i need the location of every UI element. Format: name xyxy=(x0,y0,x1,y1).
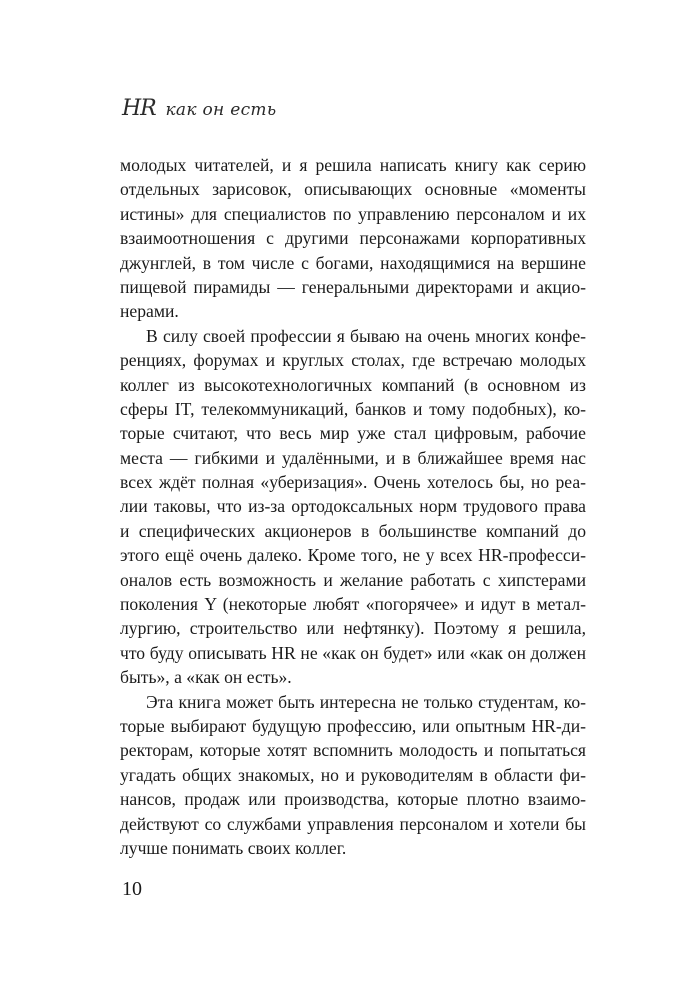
text-line: отдельных зарисовок, описывающих основные «моменты xyxy=(120,179,586,200)
text-line: джунглей, в том числе с богами, находящимися на вершине xyxy=(120,252,586,273)
running-head xyxy=(122,96,276,121)
text-line: нерами. xyxy=(120,301,179,322)
text-line: действуют со службами управления персоналом и хотели бы xyxy=(120,813,586,834)
text-line: этого ещё очень далеко. Кроме того, не у всех HR-професси- xyxy=(120,545,586,566)
text-line: что буду описывать HR не «как он будет» или «как он должен xyxy=(120,642,586,663)
text-line: оналов есть возможность и желание работать с хипстерами xyxy=(120,569,586,590)
body-text xyxy=(120,153,586,860)
paragraph-2 xyxy=(120,324,586,690)
text-line: Эта книга может быть интересна не только студентам, ко- xyxy=(146,691,586,712)
text-line: нансов, продаж или производства, которые плотно взаимо- xyxy=(120,789,586,810)
text-line: торые считают, что весь мир уже стал цифровым, рабочие xyxy=(120,423,586,444)
paragraph-1 xyxy=(120,153,586,324)
text-line: ренциях, форумах и круглых столах, где встречаю молодых xyxy=(120,350,586,371)
text-line: быть», а «как он есть». xyxy=(120,667,292,688)
paragraph-3 xyxy=(120,690,586,861)
text-line: истины» для специалистов по управлению персоналом и их xyxy=(120,203,586,224)
text-line: лии таковы, что из-за ортодоксальных норм трудового права xyxy=(120,496,586,517)
text-line: торые выбирают будущую профессию, или опытным HR-ди- xyxy=(120,715,586,736)
text-line: коллег из высокотехнологичных компаний (в основном из xyxy=(120,374,586,395)
text-line: В силу своей профессии я бываю на очень многих конфе- xyxy=(146,325,586,346)
running-head-hr: HR xyxy=(122,96,156,121)
text-line: угадать общих знакомых, но и руководителям в области фи- xyxy=(120,764,586,785)
page-number: 10 xyxy=(122,878,142,900)
text-line: сферы IT, телекоммуникаций, банков и тому подобных), ко- xyxy=(120,398,586,419)
running-head-title: как он есть xyxy=(165,100,277,120)
text-line: ректорам, которые хотят вспомнить молодость и попытаться xyxy=(120,740,586,761)
text-line: поколения Y (некоторые любят «погорячее» и идут в метал- xyxy=(120,594,586,615)
text-line: и специфических акционеров в большинстве компаний до xyxy=(120,520,586,541)
text-line: взаимоотношения с другими персонажами корпоративных xyxy=(120,228,586,249)
text-line: места — гибкими и удалёнными, и в ближайшее время нас xyxy=(120,447,586,468)
text-line: пищевой пирамиды — генеральными директорами и акцио- xyxy=(120,276,586,297)
text-line: лучше понимать своих коллег. xyxy=(120,837,347,858)
text-line: молодых читателей, и я решила написать книгу как серию xyxy=(120,155,586,175)
text-line: всех ждёт полная «уберизация». Очень хотелось бы, но реа- xyxy=(120,472,586,493)
text-line: лургию, строительство или нефтянку). Поэтому я решила, xyxy=(120,618,586,639)
